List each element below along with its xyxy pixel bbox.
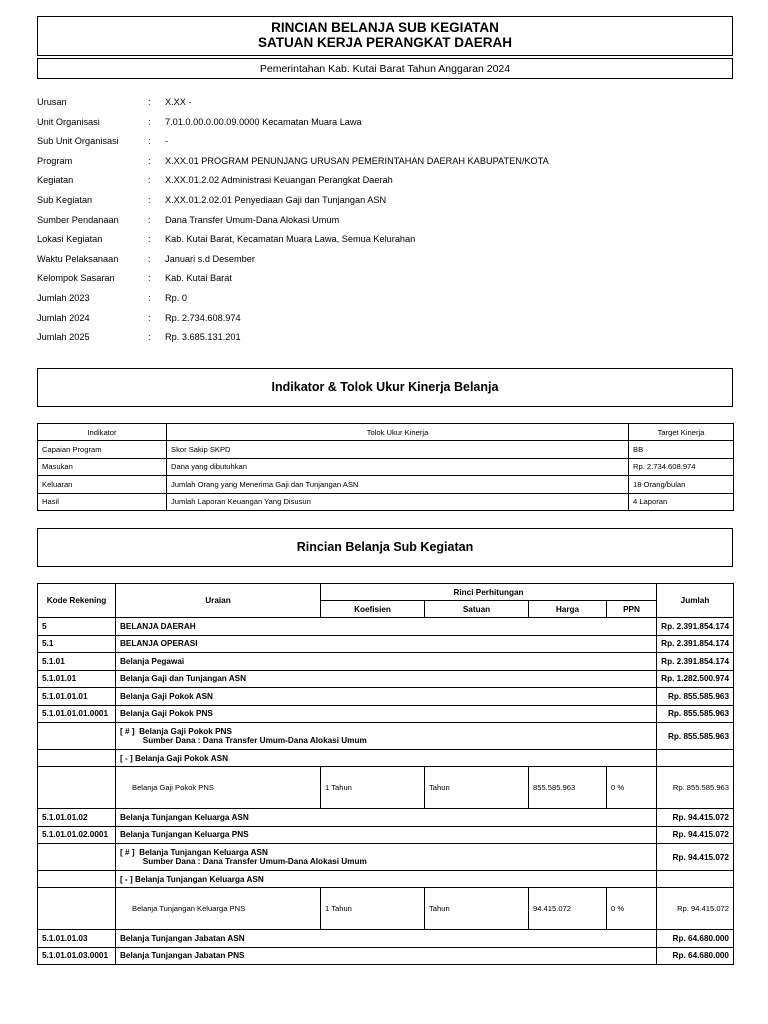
item-satuan: Tahun <box>425 888 529 930</box>
item-ppn: 0 % <box>607 888 657 930</box>
info-colon: : <box>148 214 151 225</box>
info-value: X.XX - <box>165 97 192 107</box>
info-value: Rp. 3.685.131.201 <box>165 332 241 343</box>
item-koefisien: 1 Tahun <box>321 767 425 809</box>
info-label: Kelompok Sasaran <box>37 273 115 284</box>
group-amount: Rp. 855.585.963 <box>657 723 734 750</box>
info-label: Sumber Pendanaan <box>37 214 119 225</box>
group-description: [ # ] Belanja Gaji Pokok PNS Sumber Dana : Dana Transfer Umum-Dana Alokasi Umum <box>116 723 657 750</box>
account-row <box>38 688 734 706</box>
item-description: Belanja Gaji Pokok PNS <box>116 767 321 809</box>
info-colon: : <box>148 312 151 323</box>
header-tolok-ukur: Tolok Ukur Kinerja <box>167 424 629 441</box>
target-cell: 18 Orang/bulan <box>629 476 734 494</box>
info-value: Januari s.d Desember <box>165 253 255 264</box>
account-amount: Rp. 2.391.854.174 <box>657 635 734 653</box>
account-row <box>38 705 734 723</box>
info-label: Jumlah 2025 <box>37 332 90 343</box>
header-target: Target Kinerja <box>629 424 734 441</box>
header-satuan: Satuan <box>425 601 529 618</box>
group-amount: Rp. 94.415.072 <box>657 844 734 871</box>
measure-cell: Jumlah Laporan Keuangan Yang Disusun <box>167 493 629 511</box>
info-label: Lokasi Kegiatan <box>37 234 103 245</box>
info-value: X.XX.01.2.02 Administrasi Keuangan Perangkat Daerah <box>165 175 393 186</box>
target-cell: 4 Laporan <box>629 493 734 511</box>
item-ppn: 0 % <box>607 767 657 809</box>
header-rinci-perhitungan: Rinci Perhitungan <box>321 584 657 601</box>
info-label: Jumlah 2023 <box>37 292 90 303</box>
info-label: Program <box>37 155 73 166</box>
info-colon: : <box>148 292 151 303</box>
info-row <box>37 211 737 231</box>
info-value: 7.01.0.00.0.00.09.0000 Kecamatan Muara Lawa <box>165 116 362 127</box>
account-description: BELANJA OPERASI <box>116 635 657 653</box>
info-colon: : <box>148 273 151 284</box>
info-value: X.XX.01.2.02.01 Penyediaan Gaji dan Tunjangan ASN <box>165 194 387 205</box>
account-description: Belanja Tunjangan Keluarga PNS <box>116 826 657 844</box>
sub-activity-info <box>37 93 737 348</box>
account-code: 5.1.01.01.03.0001 <box>38 947 116 965</box>
item-harga: 855.585.963 <box>529 767 607 809</box>
account-row <box>38 809 734 827</box>
indicator-cell: Masukan <box>38 458 167 476</box>
budget-detail-table <box>37 583 734 965</box>
info-row <box>37 309 737 329</box>
account-row <box>38 826 734 844</box>
indicator-row <box>38 458 734 476</box>
indicator-cell: Hasil <box>38 493 167 511</box>
info-value: Kab. Kutai Barat, Kecamatan Muara Lawa, Semua Kelurahan <box>165 234 416 245</box>
target-cell: BB <box>629 441 734 459</box>
account-description: Belanja Tunjangan Jabatan PNS <box>116 947 657 965</box>
info-value: Dana Transfer Umum-Dana Alokasi Umum <box>165 214 340 225</box>
empty-code-cell <box>38 723 116 750</box>
info-colon: : <box>148 97 151 107</box>
account-code: 5 <box>38 618 116 636</box>
info-row <box>37 171 737 191</box>
account-description: Belanja Gaji Pokok ASN <box>116 688 657 706</box>
measure-cell: Jumlah Orang yang Menerima Gaji dan Tunjangan ASN <box>167 476 629 494</box>
info-label: Kegiatan <box>37 175 74 186</box>
account-amount: Rp. 1.282.500.974 <box>657 670 734 688</box>
info-row <box>37 152 737 172</box>
info-row <box>37 289 737 309</box>
indicator-cell: Keluaran <box>38 476 167 494</box>
header-indikator: Indikator <box>38 424 167 441</box>
account-amount: Rp. 64.680.000 <box>657 947 734 965</box>
account-amount: Rp. 855.585.963 <box>657 705 734 723</box>
indicator-row <box>38 493 734 511</box>
budget-table-header-row1 <box>38 584 734 601</box>
target-cell: Rp. 2.734.608.974 <box>629 458 734 476</box>
info-colon: : <box>148 116 151 127</box>
account-code: 5.1.01.01.01.0001 <box>38 705 116 723</box>
info-row <box>37 113 737 133</box>
indicator-row <box>38 476 734 494</box>
info-colon: : <box>148 194 151 205</box>
account-row <box>38 947 734 965</box>
account-amount: Rp. 94.415.072 <box>657 826 734 844</box>
account-row <box>38 930 734 948</box>
info-colon: : <box>148 175 151 186</box>
group-row <box>38 844 734 871</box>
account-code: 5.1.01.01.03 <box>38 930 116 948</box>
header-uraian: Uraian <box>116 584 321 618</box>
account-code: 5.1.01.01 <box>38 670 116 688</box>
account-amount: Rp. 2.391.854.174 <box>657 618 734 636</box>
document-title-line1: RINCIAN BELANJA SUB KEGIATAN <box>271 20 499 35</box>
info-value: X.XX.01 PROGRAM PENUNJANG URUSAN PEMERINTAHAN DAERAH KABUPATEN/KOTA <box>165 155 549 166</box>
header-kode-rekening: Kode Rekening <box>38 584 116 618</box>
info-label: Waktu Pelaksanaan <box>37 253 119 264</box>
header-jumlah: Jumlah <box>657 584 734 618</box>
account-amount: Rp. 855.585.963 <box>657 688 734 706</box>
account-description: Belanja Gaji Pokok PNS <box>116 705 657 723</box>
group-description: [ # ] Belanja Tunjangan Keluarga ASN Sumber Dana : Dana Transfer Umum-Dana Alokasi Umum <box>116 844 657 871</box>
account-description: Belanja Tunjangan Keluarga ASN <box>116 809 657 827</box>
item-row <box>38 767 734 809</box>
account-description: Belanja Pegawai <box>116 653 657 671</box>
empty-amount-cell <box>657 750 734 767</box>
measure-cell: Skor Sakip SKPD <box>167 441 629 459</box>
account-amount: Rp. 94.415.072 <box>657 809 734 827</box>
header-koefisien: Koefisien <box>321 601 425 618</box>
item-satuan: Tahun <box>425 767 529 809</box>
document-title-line2: SATUAN KERJA PERANGKAT DAERAH <box>257 35 512 50</box>
info-colon: : <box>148 253 151 264</box>
indicator-table <box>37 423 734 511</box>
empty-code-cell <box>38 844 116 871</box>
account-row <box>38 635 734 653</box>
info-row <box>37 328 737 348</box>
subgroup-row <box>38 750 734 767</box>
info-row <box>37 132 737 152</box>
info-row <box>37 191 737 211</box>
info-colon: : <box>148 155 151 166</box>
empty-amount-cell <box>657 871 734 888</box>
empty-code-cell <box>38 871 116 888</box>
account-code: 5.1.01.01.01 <box>38 688 116 706</box>
info-value: Kab. Kutai Barat <box>165 273 232 284</box>
account-row <box>38 653 734 671</box>
header-ppn: PPN <box>607 601 657 618</box>
subgroup-description: [ - ] Belanja Tunjangan Keluarga ASN <box>116 871 657 888</box>
info-row <box>37 93 737 113</box>
document-title-box <box>37 16 733 56</box>
item-koefisien: 1 Tahun <box>321 888 425 930</box>
account-description: BELANJA DAERAH <box>116 618 657 636</box>
info-value: - <box>165 136 169 147</box>
indicator-section-title: Indikator & Tolok Ukur Kinerja Belanja <box>37 368 733 407</box>
item-harga: 94.415.072 <box>529 888 607 930</box>
info-label: Unit Organisasi <box>37 116 100 127</box>
account-description: Belanja Gaji dan Tunjangan ASN <box>116 670 657 688</box>
account-amount: Rp. 2.391.854.174 <box>657 653 734 671</box>
account-row <box>38 670 734 688</box>
info-value: Rp. 0 <box>165 292 187 303</box>
account-code: 5.1 <box>38 635 116 653</box>
account-code: 5.1.01 <box>38 653 116 671</box>
info-row <box>37 230 737 250</box>
info-label: Sub Unit Organisasi <box>37 136 119 147</box>
info-row <box>37 269 737 289</box>
item-amount: Rp. 855.585.963 <box>657 767 734 809</box>
info-label: Urusan <box>37 97 67 107</box>
group-row <box>38 723 734 750</box>
header-harga: Harga <box>529 601 607 618</box>
empty-code-cell <box>38 767 116 809</box>
info-value: Rp. 2.734.608.974 <box>165 312 241 323</box>
account-description: Belanja Tunjangan Jabatan ASN <box>116 930 657 948</box>
empty-code-cell <box>38 888 116 930</box>
account-code: 5.1.01.01.02 <box>38 809 116 827</box>
item-row <box>38 888 734 930</box>
empty-code-cell <box>38 750 116 767</box>
info-colon: : <box>148 332 151 343</box>
measure-cell: Dana yang dibutuhkan <box>167 458 629 476</box>
item-amount: Rp. 94.415.072 <box>657 888 734 930</box>
info-label: Jumlah 2024 <box>37 312 90 323</box>
subgroup-description: [ - ] Belanja Gaji Pokok ASN <box>116 750 657 767</box>
subgroup-row <box>38 871 734 888</box>
info-colon: : <box>148 136 151 147</box>
account-code: 5.1.01.01.02.0001 <box>38 826 116 844</box>
info-row <box>37 250 737 270</box>
account-row <box>38 618 734 636</box>
info-colon: : <box>148 234 151 245</box>
indicator-cell: Capaian Program <box>38 441 167 459</box>
account-amount: Rp. 64.680.000 <box>657 930 734 948</box>
info-label: Sub Kegiatan <box>37 194 93 205</box>
rincian-section-title: Rincian Belanja Sub Kegiatan <box>37 528 733 567</box>
indicator-table-header <box>38 424 734 441</box>
government-year-box: Pemerintahan Kab. Kutai Barat Tahun Anggaran 2024 <box>37 58 733 79</box>
item-description: Belanja Tunjangan Keluarga PNS <box>116 888 321 930</box>
indicator-row <box>38 441 734 459</box>
